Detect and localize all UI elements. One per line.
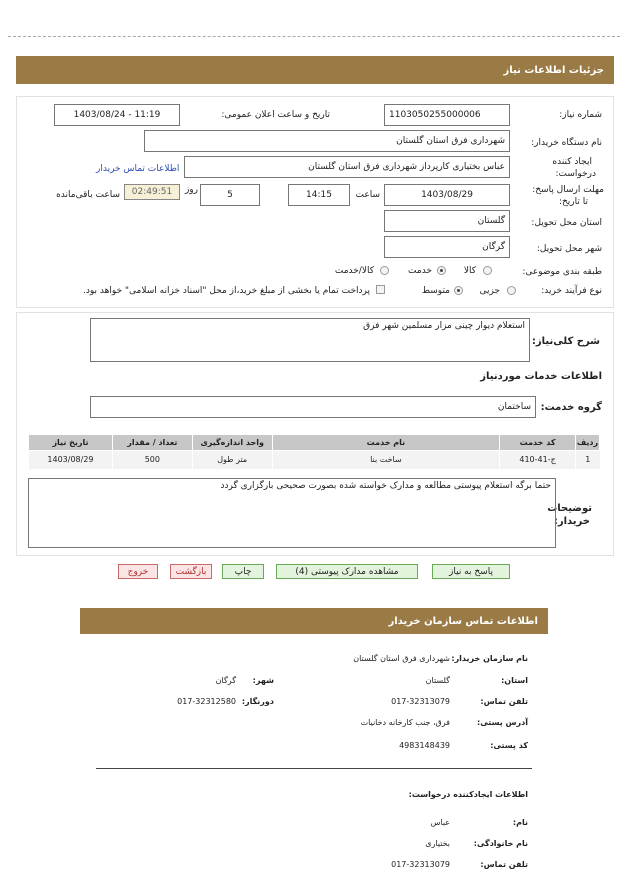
- treasury-payment-note: پرداخت تمام یا بخشی از مبلغ خرید،از محل "اسناد خزانه اسلامی" خواهد بود.: [82, 286, 370, 296]
- description-label: شرح کلی‌نیاز:: [531, 336, 600, 347]
- announce-datetime-field: 1403/08/24 - 11:19: [54, 104, 180, 126]
- services-section-title: اطلاعات خدمات موردنیاز: [480, 371, 602, 382]
- creator-phone-label: تلفن تماس:: [480, 860, 528, 869]
- delivery-province-label: استان محل تحویل:: [531, 218, 602, 228]
- need-number-label: شماره نیاز:: [559, 110, 602, 120]
- category-radio-goods[interactable]: [483, 266, 492, 275]
- deadline-days-field: 5: [200, 184, 260, 206]
- contact-city-value: گرگان: [215, 676, 236, 685]
- category-option-goods-service: کالا/خدمت: [334, 266, 374, 276]
- remaining-time-field: 02:49:51: [124, 184, 180, 200]
- deadline-time-label: ساعت: [355, 190, 380, 200]
- buyer-contact-link[interactable]: اطلاعات تماس خریدار: [96, 164, 180, 174]
- col-service-name: نام خدمت: [272, 435, 499, 451]
- deadline-label-line1: مهلت ارسال پاسخ:: [532, 185, 604, 195]
- print-button[interactable]: چاپ: [222, 564, 264, 579]
- delivery-city-label: شهر محل تحویل:: [536, 244, 602, 254]
- contact-city-label: شهر:: [252, 676, 274, 685]
- creator-label-line2: درخواست:: [555, 169, 596, 179]
- contact-header-title: اطلاعات تماس سازمان خریدار: [388, 615, 538, 627]
- service-group-label: گروه خدمت:: [540, 402, 602, 413]
- delivery-province-field: گلستان: [384, 210, 510, 232]
- contact-org-value: شهرداری فرق استان گلستان: [353, 654, 450, 663]
- services-table-header: [29, 435, 600, 451]
- service-group-field: ساختمان: [90, 396, 536, 418]
- creator-last-name-label: نام خانوادگی:: [473, 839, 528, 848]
- creator-phone-value: 017-32313079: [391, 860, 450, 869]
- page-header: [16, 56, 614, 84]
- col-need-date: تاریخ نیاز: [29, 435, 113, 451]
- back-button[interactable]: بازگشت: [170, 564, 212, 579]
- deadline-label-line2: تا تاریخ:: [558, 197, 588, 207]
- need-number-field: 1103050255000006: [384, 104, 510, 126]
- buyer-notes-label-line2: خریدار:: [553, 516, 590, 527]
- category-option-service: خدمت: [408, 266, 432, 276]
- contact-phone-value: 017-32313079: [391, 697, 450, 706]
- cell-row: 1: [576, 451, 600, 469]
- cell-service-name: ساخت بنا: [272, 451, 499, 469]
- col-unit: واحد اندازه‌گیری: [192, 435, 272, 451]
- cell-quantity: 500: [112, 451, 192, 469]
- cell-unit: متر طول: [192, 451, 272, 469]
- reply-button[interactable]: پاسخ به نیاز: [432, 564, 510, 579]
- contact-address-value: فرق، جنب کارخانه دخانیات: [360, 718, 450, 727]
- description-field: استعلام دیوار چینی مزار مسلمین شهر فرق: [90, 318, 530, 362]
- creator-first-name-value: عباس: [430, 818, 450, 827]
- category-option-goods: کالا: [463, 266, 476, 276]
- category-radio-service[interactable]: [437, 266, 446, 275]
- creator-field: عباس بختیاری کارپرداز شهرداری فرق استان گلستان: [184, 156, 510, 178]
- contact-divider: [96, 768, 532, 769]
- contact-org-label: نام سازمان خریدار:: [451, 654, 528, 663]
- deadline-date-field: 1403/08/29: [384, 184, 510, 206]
- cell-need-date: 1403/08/29: [29, 451, 113, 469]
- contact-fax-value: 017-32312580: [177, 697, 236, 706]
- buyer-org-label: نام دستگاه خریدار:: [531, 138, 602, 148]
- exit-button[interactable]: خروج: [118, 564, 158, 579]
- creator-last-name-value: بختیاری: [425, 839, 450, 848]
- announce-datetime-label: تاریخ و ساعت اعلان عمومی:: [221, 110, 330, 120]
- contact-province-label: استان:: [501, 676, 528, 685]
- col-quantity: تعداد / مقدار: [112, 435, 192, 451]
- creator-info-header: اطلاعات ایجادکننده درخواست:: [408, 790, 528, 799]
- contact-postal-value: 4983148439: [399, 741, 450, 750]
- creator-first-name-label: نام:: [512, 818, 528, 827]
- creator-label-line1: ایجاد کننده: [552, 157, 592, 167]
- process-option-medium: متوسط: [421, 286, 450, 296]
- contact-fax-label: دورنگار:: [241, 697, 274, 706]
- category-radio-goods-service[interactable]: [380, 266, 389, 275]
- col-row: ردیف: [576, 435, 600, 451]
- remaining-time-label: ساعت باقی‌مانده: [56, 190, 120, 200]
- delivery-city-field: گرگان: [384, 236, 510, 258]
- top-separator: [8, 36, 620, 37]
- buyer-notes-label-line1: توضیحات: [547, 503, 592, 514]
- deadline-days-label: روز: [184, 185, 198, 195]
- process-radio-minor[interactable]: [507, 286, 516, 295]
- deadline-time-field: 14:15: [288, 184, 350, 206]
- buyer-org-field: شهرداری فرق استان گلستان: [144, 130, 510, 152]
- contact-province-value: گلستان: [425, 676, 450, 685]
- process-radio-medium[interactable]: [454, 286, 463, 295]
- treasury-payment-checkbox[interactable]: [376, 285, 385, 294]
- contact-address-label: آدرس پستی:: [477, 718, 528, 727]
- contact-header: [80, 608, 548, 634]
- services-table: [28, 434, 600, 469]
- table-row: [29, 451, 600, 469]
- buyer-notes-field: حتما برگه استعلام پیوستی مطالعه و مدارک خواسته شده بصورت صحیحی بارگزاری گردد: [28, 478, 556, 548]
- process-option-minor: جزیی: [479, 286, 500, 296]
- page-title: جزئیات اطلاعات نیاز: [503, 64, 604, 76]
- attachments-button[interactable]: مشاهده مدارک پیوستی (4): [276, 564, 418, 579]
- contact-phone-label: تلفن تماس:: [480, 697, 528, 706]
- col-service-code: کد خدمت: [500, 435, 576, 451]
- category-label: طبقه بندی موضوعی:: [522, 267, 602, 277]
- process-label: نوع فرآیند خرید:: [541, 286, 602, 296]
- cell-service-code: ج-41-410: [500, 451, 576, 469]
- contact-postal-label: کد پستی:: [490, 741, 528, 750]
